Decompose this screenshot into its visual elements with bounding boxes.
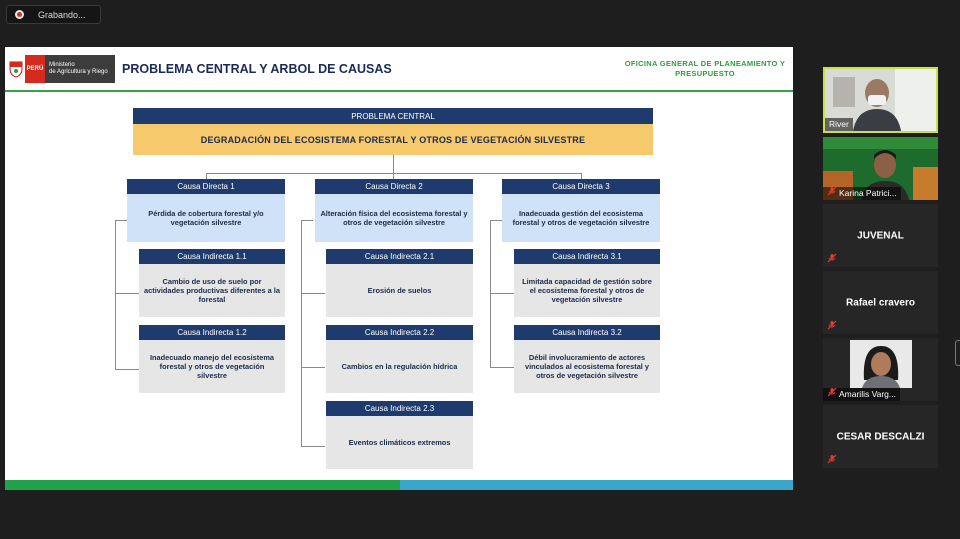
connector <box>301 446 325 447</box>
indirect-cause-3-1-header: Causa Indirecta 3.1 <box>514 249 660 264</box>
participant-video <box>850 340 912 388</box>
indirect-cause-2-2-text: Cambios en la regulación hídrica <box>326 340 473 393</box>
central-problem-text: DEGRADACIÓN DEL ECOSISTEMA FORESTAL Y OTROS DE VEGETACIÓN SILVESTRE <box>133 124 653 155</box>
recording-label: Grabando... <box>38 9 86 20</box>
footer-bar-blue <box>400 480 793 490</box>
participant-tile-rafael[interactable] <box>823 271 938 334</box>
central-problem-header: PROBLEMA CENTRAL <box>133 108 653 124</box>
connector <box>115 220 127 221</box>
coat-of-arms-icon <box>7 55 25 83</box>
participant-tile-amarilis[interactable] <box>823 338 938 401</box>
slide-header <box>5 47 793 91</box>
indirect-cause-1-2-text: Inadecuado manejo del ecosistema forestal y otros de vegetación silvestre <box>139 340 285 393</box>
participant-name: Amarilis Varg... <box>823 388 900 401</box>
mic-muted-icon <box>827 387 837 397</box>
connector <box>301 367 325 368</box>
logo-ministry-line2: de Agricultura y Riego <box>49 69 108 75</box>
logo-ministry <box>45 55 115 83</box>
indirect-cause-2-1-text: Erosión de suelos <box>326 264 473 317</box>
connector <box>301 293 325 294</box>
connector <box>301 220 302 447</box>
office-line1: OFICINA GENERAL DE PLANEAMIENTO Y <box>624 59 786 68</box>
panel-toggle-handle[interactable] <box>955 340 960 366</box>
connector <box>301 220 313 221</box>
logo-country: PERÚ <box>25 55 45 83</box>
direct-cause-2-header: Causa Directa 2 <box>315 179 473 194</box>
indirect-cause-2-3-header: Causa Indirecta 2.3 <box>326 401 473 416</box>
record-icon <box>15 10 24 19</box>
connector <box>490 220 502 221</box>
logo-ministry-line1: Ministerio <box>49 62 75 68</box>
participant-name: CESAR DESCALZI <box>836 431 925 442</box>
connector <box>490 367 514 368</box>
indirect-cause-3-2-header: Causa Indirecta 3.2 <box>514 325 660 340</box>
participant-tile-river[interactable] <box>823 67 938 133</box>
connector <box>115 293 139 294</box>
participant-tile-karina[interactable] <box>823 137 938 200</box>
direct-cause-3-header: Causa Directa 3 <box>502 179 660 194</box>
ministry-logo <box>7 55 115 83</box>
indirect-cause-1-1-text: Cambio de uso de suelo por actividades productivas diferentes a la forestal <box>139 264 285 317</box>
direct-cause-3-text: Inadecuada gestión del ecosistema forestal y otros de vegetación silvestre <box>502 194 660 242</box>
participant-tile-cesar[interactable] <box>823 405 938 468</box>
header-divider <box>5 90 793 92</box>
indirect-cause-1-2-header: Causa Indirecta 1.2 <box>139 325 285 340</box>
direct-cause-2-text: Alteración física del ecosistema forestal y otros de vegetación silvestre <box>315 194 473 242</box>
mic-muted-icon <box>827 320 837 330</box>
participant-name: JUVENAL <box>857 230 904 241</box>
mic-muted-icon <box>827 253 837 263</box>
participant-name: Rafael cravero <box>846 297 915 308</box>
office-line2: PRESUPUESTO <box>675 69 735 78</box>
indirect-cause-3-2-text: Débil involucramiento de actores vinculados al ecosistema forestal y otros de vegetación silvestre <box>514 340 660 393</box>
direct-cause-1-text: Pérdida de cobertura forestal y/o vegetación silvestre <box>127 194 285 242</box>
participant-name: River <box>825 118 853 131</box>
participant-tile-juvenal[interactable] <box>823 204 938 267</box>
direct-cause-1-header: Causa Directa 1 <box>127 179 285 194</box>
indirect-cause-3-1-text: Limitada capacidad de gestión sobre el ecosistema forestal y otros de vegetación silvestre <box>514 264 660 317</box>
connector <box>490 220 491 368</box>
recording-indicator[interactable] <box>6 5 101 24</box>
connector <box>115 220 116 370</box>
connector <box>393 155 394 173</box>
mic-muted-icon <box>827 186 837 196</box>
office-name <box>617 59 793 79</box>
connector <box>115 369 139 370</box>
slide-title: PROBLEMA CENTRAL Y ARBOL DE CAUSAS <box>122 62 392 76</box>
indirect-cause-2-2-header: Causa Indirecta 2.2 <box>326 325 473 340</box>
indirect-cause-2-3-text: Eventos climáticos extremos <box>326 416 473 469</box>
mic-muted-icon <box>827 454 837 464</box>
participant-name: Karina Patrici... <box>823 187 901 200</box>
footer-bar-green <box>5 480 400 490</box>
shared-slide <box>5 47 793 490</box>
indirect-cause-2-1-header: Causa Indirecta 2.1 <box>326 249 473 264</box>
connector <box>490 293 514 294</box>
indirect-cause-1-1-header: Causa Indirecta 1.1 <box>139 249 285 264</box>
